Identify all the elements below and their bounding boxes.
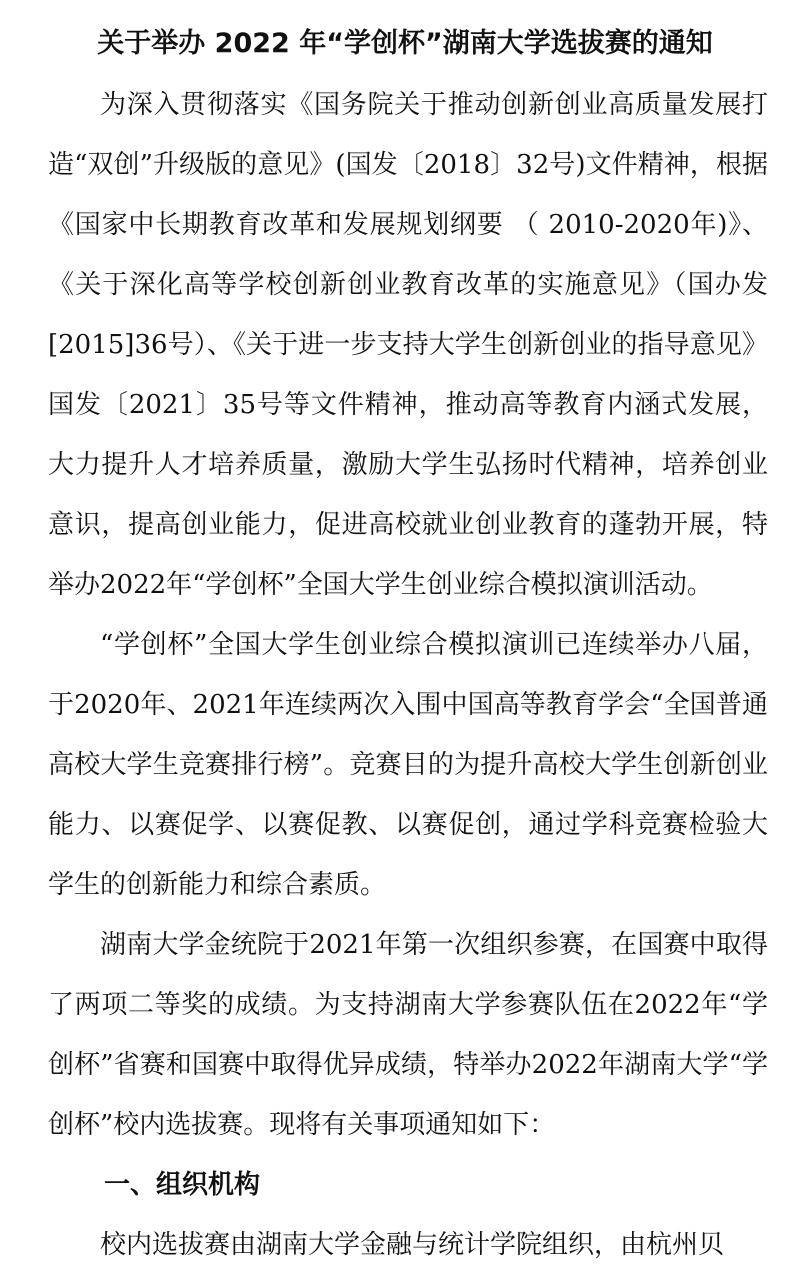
paragraph-competition-intro: “学创杯”全国大学生创业综合模拟演训已连续举办八届，于2020年、2021年连续两次入围中国高等教育学会“全国普通高校大学生竞赛排行榜”。竞赛目的为提升高校大学生创新创业能力、以赛促学、以赛促教、以赛促创，通过学科竞赛检验大学生的创新能力和综合素质。	[48, 630, 768, 900]
paragraph-purpose: 为深入贯彻落实《国务院关于推动创新创业高质量发展打造“双创”升级版的意见》(国发〔2018〕32号)文件精神，根据《国家中长期教育改革和发展规划纲要 （ 2010-2020年)》、《关于深化高等学校创新创业教育改革的实施意见》（国办发[2015]36号）、《关于进一步支持大学生创新创业的指导意见》国发〔2021〕35号等文件精神，推动高等教育内涵式发展，大力提升人才培养质量，激励大学生弘扬时代精神，培养创业意识，提高创业能力，促进高校就业创业教育的蓬勃开展，特举办2022年“学创杯”全国大学生创业综合模拟演训活动。	[48, 90, 768, 600]
paragraph-hnu-history: 湖南大学金统院于2021年第一次组织参赛，在国赛中取得了两项二等奖的成绩。为支持湖南大学参赛队伍在2022年“学创杯”省赛和国赛中取得优异成绩，特举办2022年湖南大学“学创杯”校内选拔赛。现将有关事项通知如下：	[48, 930, 768, 1140]
document-title: 关于举办 2022 年“学创杯”湖南大学选拔赛的通知	[97, 28, 713, 59]
section-heading-organization: 一、组织机构	[104, 1170, 261, 1200]
paragraph-organization: 校内选拔赛由湖南大学金融与统计学院组织，由杭州贝	[100, 1230, 725, 1260]
document-body	[48, 75, 768, 1275]
